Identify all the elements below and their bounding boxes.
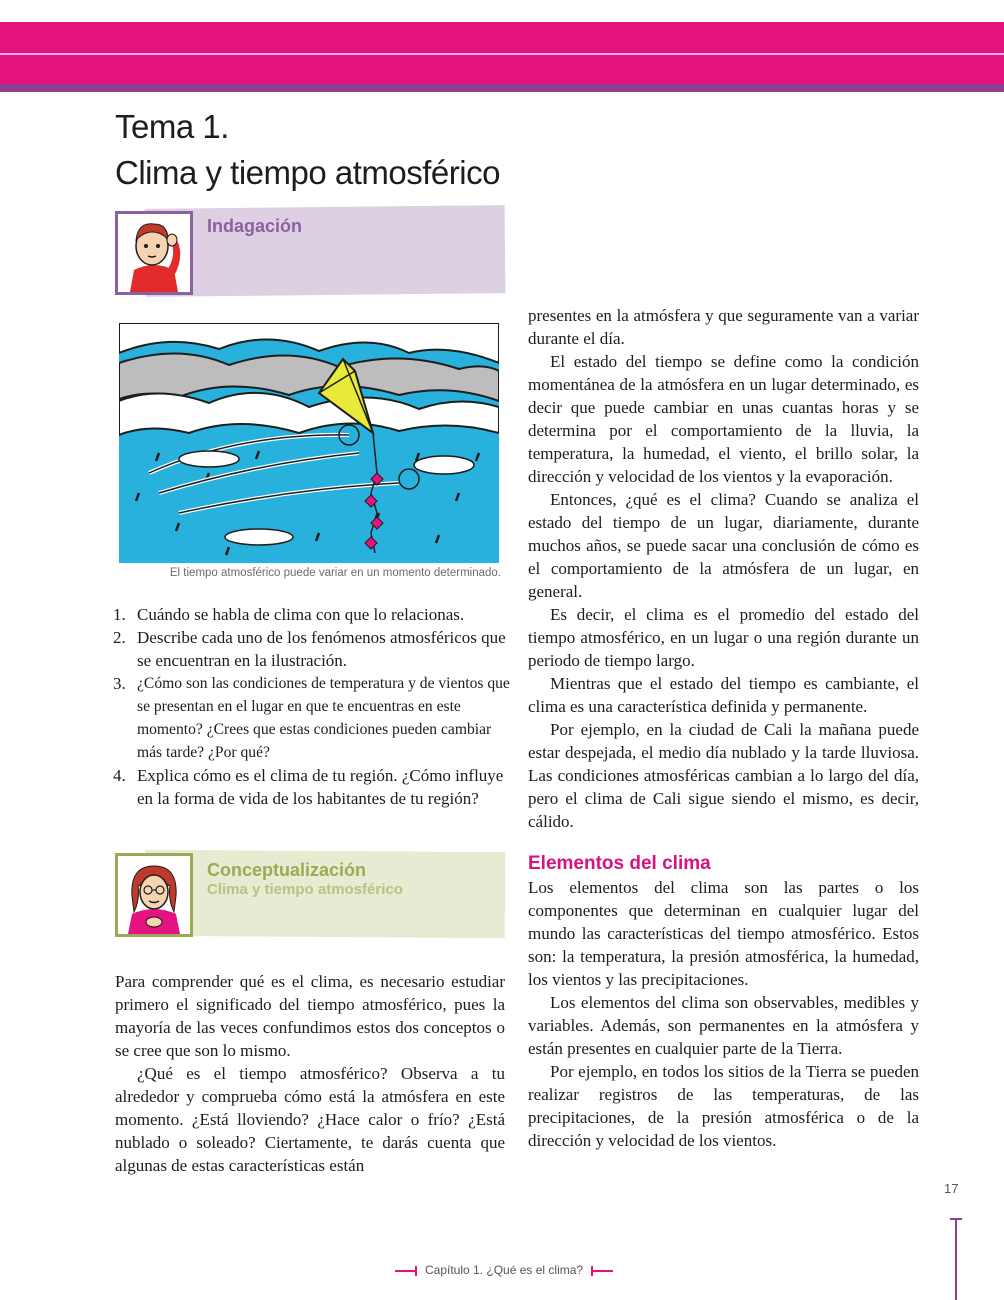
indagacion-background (145, 205, 506, 297)
page-title (115, 104, 565, 196)
side-rule-tick (950, 1218, 962, 1220)
question-list (113, 603, 513, 810)
question-text: ¿Cómo son las condiciones de temperatura y de vientos que se presentan en el lugar en que te encuentras en este momento? ¿Crees que estas condiciones pueden cambiar más tarde? ¿Por qué? (137, 675, 510, 761)
girl-teacher-icon (115, 853, 193, 937)
indagacion-label: Indagación (207, 216, 303, 236)
paragraph: Por ejemplo, en todos los sitios de la Tierra se pueden realizar registros de las temperaturas, de las precipitaciones, de la presión atmosférica o de la dirección y velocidad de los vientos. (528, 1062, 919, 1150)
paragraph: ¿Qué es el tiempo atmosférico? Observa a tu alrededor y comprueba cómo está la atmósfera en este momento. ¿Está lloviendo? ¿Hace calor o frío? ¿Está nublado o soleado? Ciertamente, te darás cuenta que algunas de estas características están (115, 1064, 505, 1175)
question-number: 3. (113, 674, 126, 693)
paragraph: Para comprender qué es el clima, es necesario estudiar primero el significado del tiempo atmosférico, pues la mayoría de las veces confundimos estos dos conceptos o se cree que son lo mismo. (115, 972, 505, 1060)
header-band-line (0, 53, 1004, 55)
paragraph: Mientras que el estado del tiempo es cambiante, el clima es una característica definida y permanente. (528, 674, 919, 716)
conceptualizacion-label: Conceptualización (207, 860, 367, 880)
title-line-2: Clima y tiempo atmosférico (115, 154, 500, 191)
list-item (113, 764, 513, 810)
page-number: 17 (944, 1181, 959, 1196)
conceptualizacion-box (115, 851, 505, 937)
paragraph: Los elementos del clima son observables, medibles y variables. Además, son permanentes en la atmósfera y están presentes en cualquier parte de la Tierra. (528, 993, 919, 1058)
question-number: 4. (113, 766, 126, 785)
paragraph: Es decir, el clima es el promedio del estado del tiempo atmosférico, en un lugar o una región durante un periodo de tiempo largo. (528, 605, 919, 670)
header-band-purple (0, 84, 1004, 92)
list-item (113, 672, 513, 764)
paragraph: El estado del tiempo se define como la condición momentánea de la atmósfera en un lugar determinado, es decir que puede cambiar en unas cuantas horas y se determina por el comportamiento de la lluvia, la temperatura, la humedad, el viento, el brillo solar, la dirección y velocidad de los vientos y la evaporación. (528, 352, 919, 486)
footer-right-mark-icon (591, 1265, 613, 1275)
footer-chapter-title: ¿Qué es el clima? (486, 1263, 584, 1277)
section-heading: Elementos del clima (528, 853, 711, 874)
footer-chapter (425, 1263, 583, 1277)
thinking-boy-icon (115, 211, 193, 295)
paragraph: Los elementos del clima son las partes o los componentes que determinan en cualquier lugar del mundo las características del tiempo atmosférico. Estos son: la temperatura, la presión atmosférica, la humedad, los vientos y las precipitaciones. (528, 878, 919, 989)
question-text: Cuándo se habla de clima con que lo relacionas. (137, 605, 465, 624)
footer-chapter-number: Capítulo 1. (425, 1263, 484, 1277)
question-text: Explica cómo es el clima de tu región. ¿Cómo influye en la forma de vida de los habitantes de tu región? (137, 766, 504, 808)
paragraph: Por ejemplo, en la ciudad de Cali la mañana puede estar despejada, el medio día nublado y la tarde lluviosa. Las condiciones atmosféricas cambian a lo largo del día, pero el clima de Cali sigue siendo el mismo, es decir, cálido. (528, 720, 919, 831)
paragraph: Entonces, ¿qué es el clima? Cuando se analiza el estado del tiempo de un lugar, diariamente, durante muchos años, se puede sacar una conclusión de cómo es el comportamiento de la atmósfera de un lugar, en general. (528, 490, 919, 601)
side-rule (955, 1218, 957, 1300)
question-text: Describe cada uno de los fenómenos atmosféricos que se encuentran en la ilustración. (137, 628, 506, 670)
right-column (528, 304, 919, 1152)
footer-left-mark-icon (395, 1265, 417, 1275)
title-line-1: Tema 1. (115, 108, 229, 145)
left-column (115, 970, 505, 1177)
indagacion-box (115, 207, 505, 295)
question-number: 1. (113, 605, 126, 624)
list-item (113, 603, 513, 626)
kite-wind-rain-illustration (119, 323, 499, 563)
list-item (113, 626, 513, 672)
footer (395, 1261, 645, 1279)
illustration-caption: El tiempo atmosférico puede variar en un momento determinado. (169, 567, 501, 579)
question-number: 2. (113, 628, 126, 647)
paragraph: presentes en la atmósfera y que seguramente van a variar durante el día. (528, 306, 919, 348)
conceptualizacion-subtitle: Clima y tiempo atmosférico (207, 881, 403, 898)
